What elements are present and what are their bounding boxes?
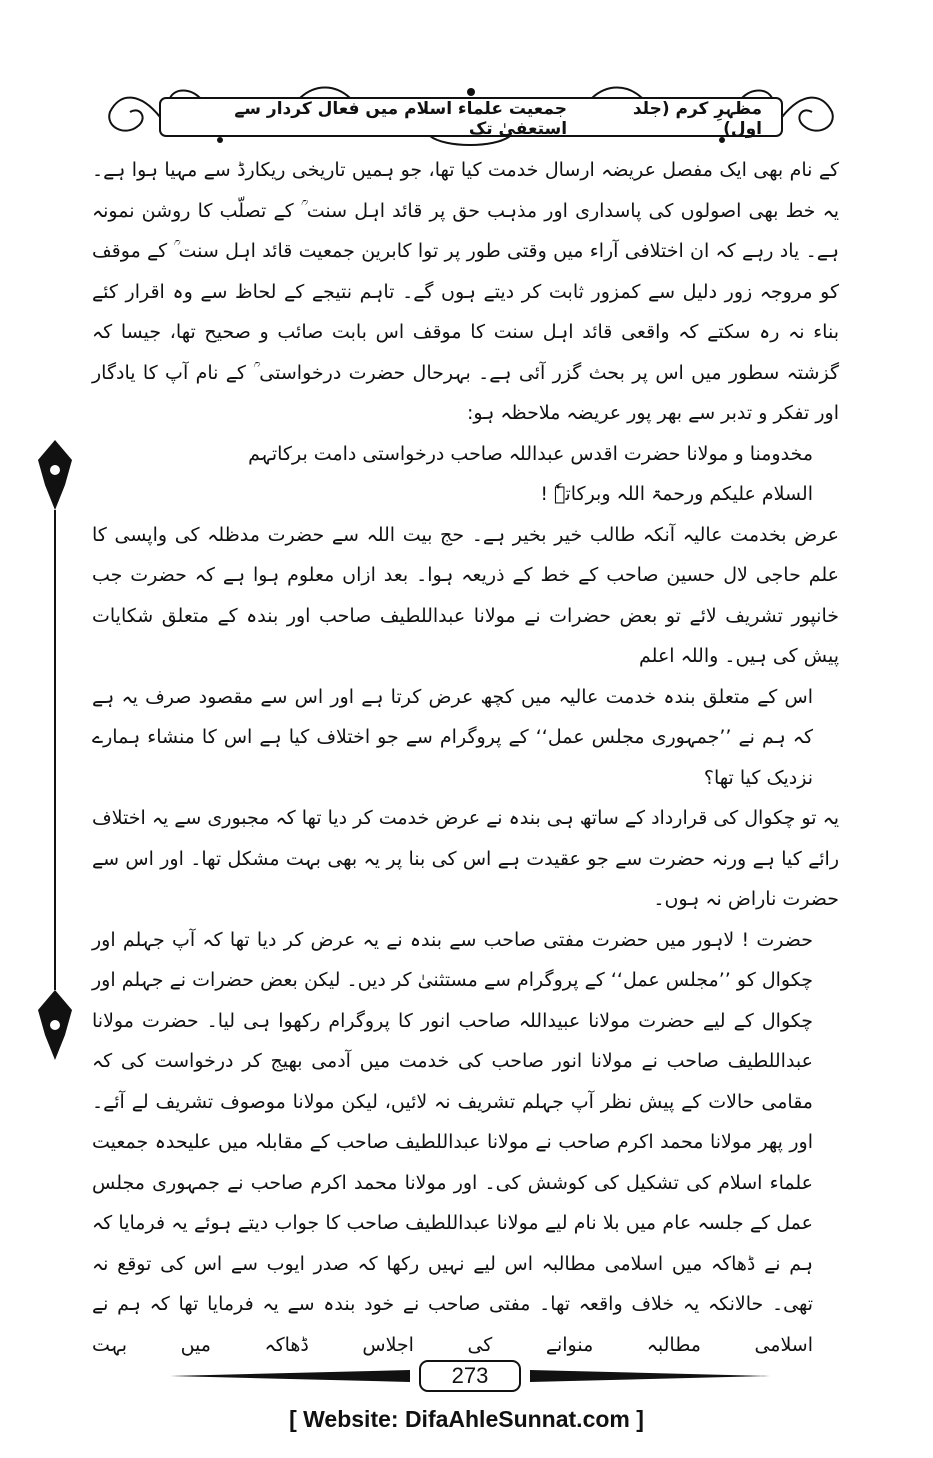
margin-ornament — [30, 440, 80, 1060]
book-title: مظہرِ کرم (جلد اول) — [632, 98, 762, 139]
chapter-title: جمعیت علماء اسلام میں فعال کردار سے استعفیٰ تک — [234, 98, 568, 139]
letter-salutation: مخدومنا و مولانا حضرت اقدس عبداللہ صاحب درخواستی دامت برکاتہم — [248, 442, 813, 465]
letter-salam: السلام علیکم ورحمۃ اللہ وبرکاتہٗ ! — [540, 483, 813, 505]
letter-paragraph: اس کے متعلق بندہ خدمت عالیہ میں کچھ عرض کرتا ہے اور اس سے مقصود صرف یہ ہے کہ ہم نے ’’جمہوری مجلس عمل‘‘ کے پروگرام سے جو اختلاف کیا ہے اس کا منشاء ہمارے نزدیک کیا تھا؟ — [92, 685, 813, 789]
page-number-ornament — [170, 1358, 770, 1394]
page-body — [92, 150, 839, 1365]
running-header — [150, 98, 780, 139]
margin-flourish-icon — [30, 440, 80, 1060]
intro-paragraph: کے نام بھی ایک مفصل عریضہ ارسال خدمت کیا تھا، جو ہمیں تاریخی ریکارڈ سے مہیا ہوا ہے۔ یہ خط بھی اصولوں کی پاسداری اور مذہب حق پر قائد اہل سنت ؒ کے تصلّب کا روشن نمونہ ہے۔ یاد رہے کہ ان اختلافی آراء میں وقتی طور پر توا کابرین جمعیت قائد اہل سنت ؒ کے موقف کو مروجہ زور دلیل سے کمزور ثابت کر دیتے ہوں گے۔ تاہم نتیجے کے لحاظ سے وہ اقرار کئے بناء نہ رہ سکتے کہ واقعی قائد اہل سنت کا موقف اس بابت صائب و صحیح تھا، جیسا کہ گزشتہ سطور میں اس پر بحث گزر آئی ہے۔ بہرحال حضرت درخواستی ؒ کے نام آپ کا یادگار اور تفکر و تدبر سے بھر پور عریضہ ملاحظہ ہو: — [92, 159, 839, 424]
letter-paragraph: یہ تو چکوال کی قرارداد کے ساتھ ہی بندہ نے عرض خدمت کر دیا تھا کہ مجبوری سے یہ اختلاف رائے کیا ہے ورنہ حضرت سے جو عقیدت ہے اس کی بنا پر یہ بھی بہت مشکل تھا۔ اور اس سے حضرت ناراض نہ ہوں۔ — [92, 807, 839, 910]
page-number: 273 — [451, 1363, 489, 1388]
website-footer: [ Website: DifaAhleSunnat.com ] — [289, 1406, 644, 1432]
letter-paragraph: عرض بخدمت عالیہ آنکہ طالب خیر بخیر ہے۔ حج بیت اللہ سے حضرت مدظلہ کی واپسی کا علم حاجی لال حسین صاحب کے خط کے ذریعہ ہوا۔ بعد ازاں معلوم ہوا ہے کہ حضرت جب خانپور تشریف لائے تو بعض حضرات نے مولانا عبداللطیف صاحب اور بندہ کے متعلق شکایات پیش کی ہیں۔ واللہ اعلم — [92, 523, 839, 667]
letter-paragraph: حضرت ! لاہور میں حضرت مفتی صاحب سے بندہ نے یہ عرض کر دیا تھا کہ آپ جہلم اور چکوال کو ’’مجلس عمل‘‘ کے پروگرام سے مستثنیٰ کر دیں۔ لیکن بعض حضرات نے جہلم اور چکوال کے لیے حضرت مولانا عبیداللہ صاحب انور کا پروگرام رکھوا ہی لیا۔ حضرت مولانا عبداللطیف صاحب نے مولانا انور صاحب کی خدمت میں آدمی بھیج کر درخواست کی کہ مقامی حالات کے پیش نظر آپ جہلم تشریف نہ لائیں، لیکن مولانا موصوف تشریف لے آئے۔ اور پھر مولانا محمد اکرم صاحب نے مولانا عبداللطیف صاحب کے مقابلہ میں علیحدہ جمعیت علماء اسلام کی تشکیل کی کوشش کی۔ اور مولانا محمد اکرم صاحب نے جمہوری مجلس عمل کے جلسہ عام میں بلا نام لیے مولانا عبداللطیف صاحب کا جواب دیتے ہوئے یہ فرمایا کہ ہم نے ڈھاکہ میں اسلامی مطالبہ اس لیے نہیں رکھا کہ صدر ایوب سے اس کی توقع نہ تھی۔ حالانکہ یہ خلاف واقعہ تھا۔ مفتی صاحب نے خود بندہ سے یہ فرمایا تھا کہ ہم نے اسلامی مطالبہ منوانے کی اجلاس ڈھاکہ میں بہت — [92, 928, 813, 1356]
